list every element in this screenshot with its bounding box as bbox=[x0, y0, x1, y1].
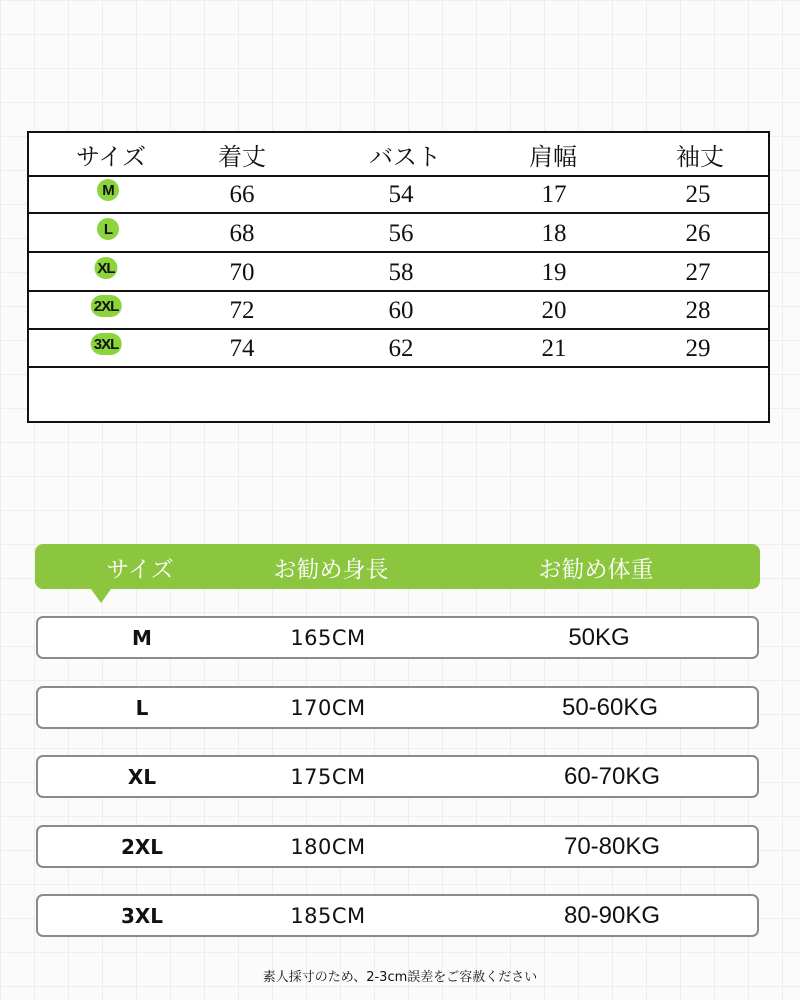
length-cell: 66 bbox=[229, 181, 255, 208]
bust-cell: 54 bbox=[388, 181, 414, 208]
table-row bbox=[29, 175, 768, 214]
length-cell: 72 bbox=[229, 297, 255, 324]
rec-header-height: お勧め身長 bbox=[273, 557, 389, 583]
bust-cell: 58 bbox=[388, 259, 414, 286]
sleeve-cell: 28 bbox=[685, 297, 711, 324]
recommendation-row bbox=[36, 894, 759, 937]
rec-height: 175CM bbox=[290, 765, 366, 789]
header-sleeve: 袖丈 bbox=[676, 143, 724, 171]
rec-size: M bbox=[132, 626, 152, 650]
measurement-table bbox=[27, 131, 770, 423]
shoulder-cell: 19 bbox=[541, 259, 567, 286]
rec-size: 2XL bbox=[120, 835, 164, 859]
rec-size: L bbox=[135, 696, 149, 720]
size-badge-2xl: 2XL bbox=[91, 295, 122, 317]
recommendation-row bbox=[36, 825, 759, 868]
size-badge-l: L bbox=[97, 218, 119, 240]
shoulder-cell: 17 bbox=[541, 181, 567, 208]
shoulder-cell: 18 bbox=[541, 220, 567, 247]
sleeve-cell: 29 bbox=[685, 335, 711, 362]
rec-weight: 70-80KG bbox=[563, 833, 661, 860]
bust-cell: 62 bbox=[388, 335, 414, 362]
table-row bbox=[29, 329, 768, 368]
header-bust: バスト bbox=[369, 143, 441, 171]
rec-header-size: サイズ bbox=[106, 557, 174, 583]
recommendation-row bbox=[36, 755, 759, 798]
recommendation-row bbox=[36, 686, 759, 729]
length-cell: 70 bbox=[229, 259, 255, 286]
rec-height: 170CM bbox=[290, 696, 366, 720]
table-row bbox=[29, 291, 768, 330]
sleeve-cell: 25 bbox=[685, 181, 711, 208]
header-length: 着丈 bbox=[218, 143, 266, 171]
size-badge-3xl: 3XL bbox=[91, 333, 122, 355]
rec-weight: 50-60KG bbox=[561, 694, 659, 721]
table-row bbox=[29, 253, 768, 292]
rec-header-weight: お勧め体重 bbox=[538, 557, 654, 583]
table-row bbox=[29, 214, 768, 253]
rec-height: 165CM bbox=[290, 626, 366, 650]
recommendation-header bbox=[35, 544, 760, 589]
measurement-disclaimer: 素人採寸のため、2-3cm誤差をご容赦ください bbox=[262, 970, 538, 985]
length-cell: 68 bbox=[229, 220, 255, 247]
bust-cell: 56 bbox=[388, 220, 414, 247]
header-size: サイズ bbox=[75, 143, 147, 171]
rec-height: 180CM bbox=[290, 835, 366, 859]
shoulder-cell: 20 bbox=[541, 297, 567, 324]
bust-cell: 60 bbox=[388, 297, 414, 324]
size-badge-m: M bbox=[97, 179, 119, 201]
recommendation-row bbox=[36, 616, 759, 659]
rec-size: 3XL bbox=[120, 904, 164, 928]
rec-height: 185CM bbox=[290, 904, 366, 928]
header-shoulder: 肩幅 bbox=[529, 143, 577, 171]
rec-weight: 80-90KG bbox=[563, 902, 661, 929]
size-badge-xl: XL bbox=[94, 257, 117, 279]
rec-weight: 50KG bbox=[568, 624, 630, 651]
shoulder-cell: 21 bbox=[541, 335, 567, 362]
sleeve-cell: 27 bbox=[685, 259, 711, 286]
rec-size: XL bbox=[127, 765, 157, 789]
rec-weight: 60-70KG bbox=[563, 763, 661, 790]
sleeve-cell: 26 bbox=[685, 220, 711, 247]
measurement-table-header bbox=[29, 133, 768, 177]
length-cell: 74 bbox=[229, 335, 255, 362]
